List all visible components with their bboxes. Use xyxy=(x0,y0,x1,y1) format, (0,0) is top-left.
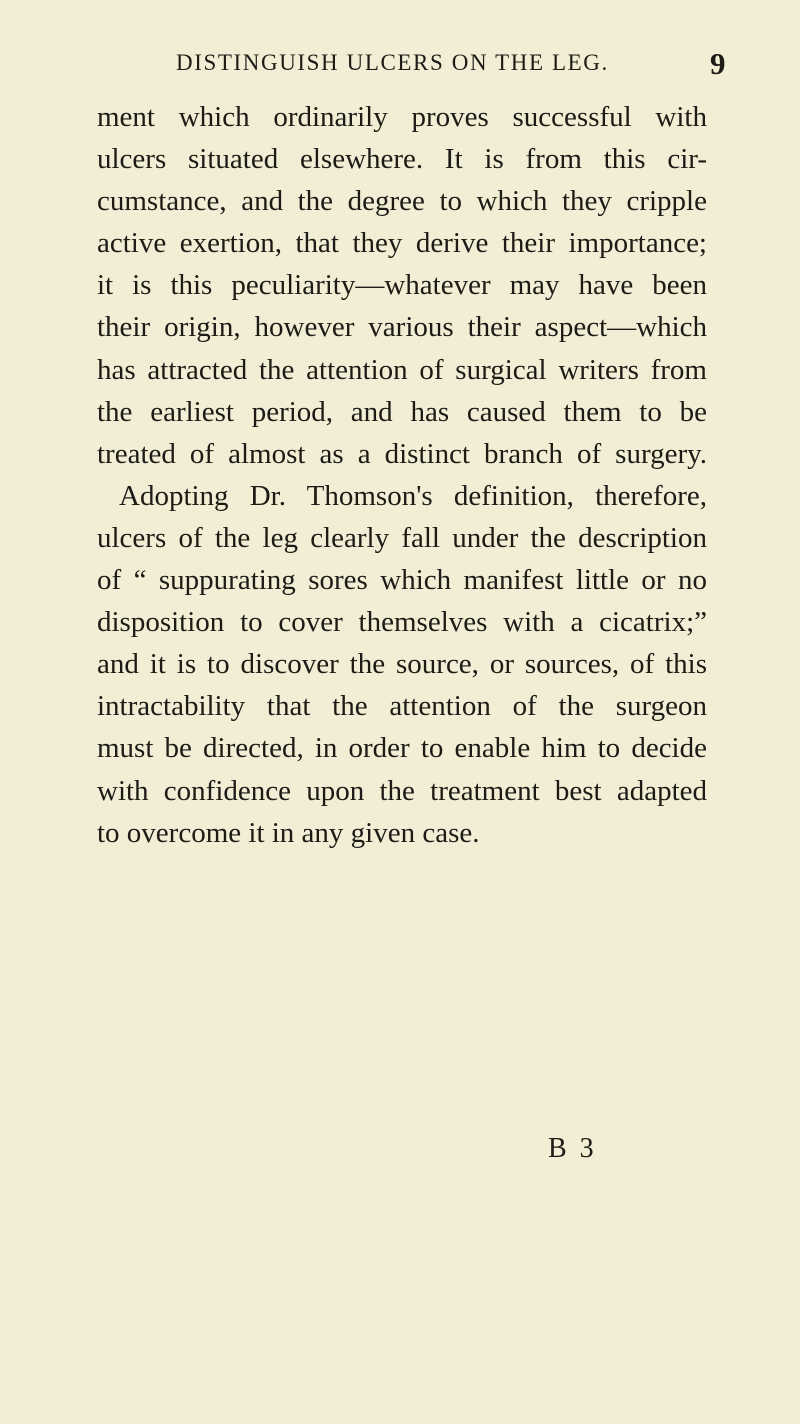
text-line: of “ suppurating sores which manifest little or no xyxy=(97,564,707,597)
text-line: intractability that the attention of the surgeon xyxy=(97,690,707,723)
text-line: ulcers situated elsewhere. It is from this cir- xyxy=(97,143,707,176)
text-line: treated of almost as a distinct branch of surgery. xyxy=(97,437,707,470)
body-text xyxy=(97,96,707,854)
text-line: the earliest period, and has caused them to be xyxy=(97,395,707,428)
paragraph-start-line: Adopting Dr. Thomson's definition, therefore, xyxy=(119,479,707,512)
text-line: to overcome it in any given case. xyxy=(97,816,480,849)
text-line: must be directed, in order to enable him to decide xyxy=(97,732,707,765)
signature-mark: B 3 xyxy=(548,1133,597,1164)
text-line: it is this peculiarity—whatever may have been xyxy=(97,269,707,302)
page-number: 9 xyxy=(710,46,726,81)
text-line: active exertion, that they derive their importance; xyxy=(97,227,707,260)
running-head: DISTINGUISH ULCERS ON THE LEG. xyxy=(176,50,609,75)
text-line: disposition to cover themselves with a cicatrix;” xyxy=(97,606,707,639)
text-line: cumstance, and the degree to which they cripple xyxy=(97,185,707,218)
text-line: has attracted the attention of surgical writers from xyxy=(97,353,707,386)
text-line: ulcers of the leg clearly fall under the description xyxy=(97,521,707,554)
text-line: ment which ordinarily proves successful with xyxy=(97,101,707,133)
text-line: their origin, however various their aspect—which xyxy=(97,311,707,344)
text-line: and it is to discover the source, or sources, of this xyxy=(97,648,707,681)
text-line: with confidence upon the treatment best adapted xyxy=(97,774,707,807)
